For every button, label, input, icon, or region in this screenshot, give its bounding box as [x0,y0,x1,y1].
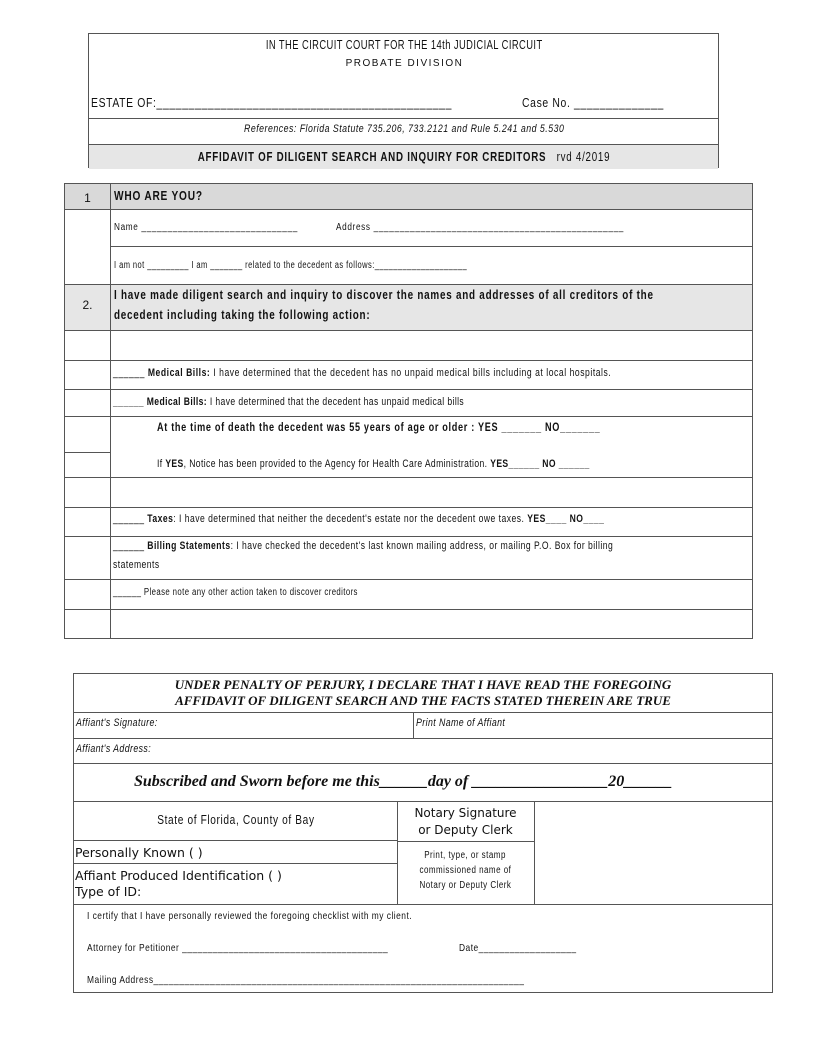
affiant-address-field[interactable]: Affiant's Address: [76,743,152,755]
oath-line1: UNDER PENALTY OF PERJURY, I DECLARE THAT I HAVE READ THE FOREGOING [174,677,672,692]
print-stamp-2: commissioned name of [419,865,512,876]
billing-checkbox[interactable]: ______ [113,540,145,552]
medical-bills-none-row [113,367,752,379]
section1-heading: WHO ARE YOU? [114,188,203,203]
court-name: IN THE CIRCUIT COURT FOR THE 14th JUDICIAL CIRCUIT [266,37,543,52]
age-question[interactable]: At the time of death the decedent was 55 years of age or older : YES _______ NO_______ [157,420,601,434]
type-of-id[interactable]: Type of ID: [75,884,142,899]
taxes-checkbox[interactable]: ______ [113,513,145,525]
address-field[interactable]: Address ________________________________________________ [336,222,624,233]
relationship-field[interactable]: I am not _________ I am _______ related to the decedent as follows:____________________ [114,260,468,271]
ahca-text: , Notice has been provided to the Agency for Health Care Administration. [183,458,488,470]
oath-table [73,673,773,993]
case-number-field[interactable]: Case No. ______________ [522,95,664,110]
taxes-label: Taxes [147,513,174,525]
other-text: Please note any other action taken to discover creditors [143,587,358,598]
medical-none-checkbox[interactable]: ______ [113,367,145,379]
estate-of-field[interactable]: ESTATE OF:______________________________________________ [91,95,453,110]
notary-signature-label-1: Notary Signature [414,806,517,820]
billing-text-continued: statements [113,559,160,571]
certify-statement: I certify that I have personally reviewed the foregoing checklist with my client. [87,910,413,922]
print-stamp-3: Notary or Deputy Clerk [419,880,512,891]
medical-none-label: Medical Bills: [147,367,211,379]
ahca-notice-row [157,458,712,470]
billing-text: : I have checked the decedent's last known mailing address, or mailing P.O. Box for billing [230,540,614,552]
billing-row [113,540,754,552]
division-name: PROBATE DIVISION [345,58,464,69]
ahca-yes: YES [165,458,184,470]
checklist-table [64,183,753,639]
taxes-answers[interactable]: YES____ NO____ [527,513,605,525]
number-column-divider [110,184,111,638]
notary-signature-field[interactable] [535,802,771,840]
document-header [88,33,719,168]
medical-none-text: I have determined that the decedent has no unpaid medical bills including at local hospitals. [213,367,612,379]
ahca-answers[interactable]: YES______ NO ______ [490,458,590,470]
medical-unpaid-checkbox[interactable]: ______ [113,396,144,408]
other-checkbox[interactable]: ______ [113,587,142,598]
date-field[interactable]: Date___________________ [459,942,577,954]
section1-number: 1 [84,191,91,205]
medical-bills-unpaid-row [113,396,563,408]
section2-heading-line2: decedent including taking the following action: [114,307,371,322]
print-name-field[interactable]: Print Name of Affiant [416,717,506,729]
medical-unpaid-text: I have determined that the decedent has unpaid medical bills [209,396,465,408]
affidavit-title: AFFIDAVIT OF DILIGENT SEARCH AND INQUIRY FOR CREDITORS [197,149,546,164]
revision-date: rvd 4/2019 [556,149,610,164]
attorney-field[interactable]: Attorney for Petitioner ________________________________________ [87,942,389,954]
ahca-prefix: If [157,458,166,470]
section2-heading-line1: I have made diligent search and inquiry to discover the names and addresses of all creditors of the [114,287,654,302]
other-action-row [113,587,427,598]
personally-known[interactable]: Personally Known ( ) [75,845,203,860]
mailing-address-field[interactable]: Mailing Address________________________________________________________________________ [87,974,525,986]
affiant-signature-field[interactable]: Affiant's Signature: [76,717,158,729]
subscribed-line[interactable]: Subscribed and Sworn before me this______day of _________________20______ [134,773,673,790]
oath-line2: AFFIDAVIT OF DILIGENT SEARCH AND THE FACTS STATED THEREIN ARE TRUE [175,693,671,708]
print-stamp-1: Print, type, or stamp [424,850,507,861]
section2-number: 2. [82,298,93,312]
title-bar [89,144,718,169]
state-county: State of Florida, County of Bay [156,812,315,827]
header-divider [89,118,718,119]
medical-unpaid-label: Medical Bills: [146,396,208,408]
taxes-row [113,513,743,525]
notary-signature-label-2: or Deputy Clerk [418,823,513,837]
references: References: Florida Statute 735.206, 733.2121 and Rule 5.241 and 5.530 [244,123,565,135]
taxes-text: : I have determined that neither the decedent's estate nor the decedent owe taxes. [173,513,525,525]
billing-label: Billing Statements [147,540,231,552]
notary-stamp-field[interactable] [535,842,771,903]
name-field[interactable]: Name ______________________________ [114,222,298,233]
affiant-produced-id[interactable]: Affiant Produced Identification ( ) [75,868,282,883]
